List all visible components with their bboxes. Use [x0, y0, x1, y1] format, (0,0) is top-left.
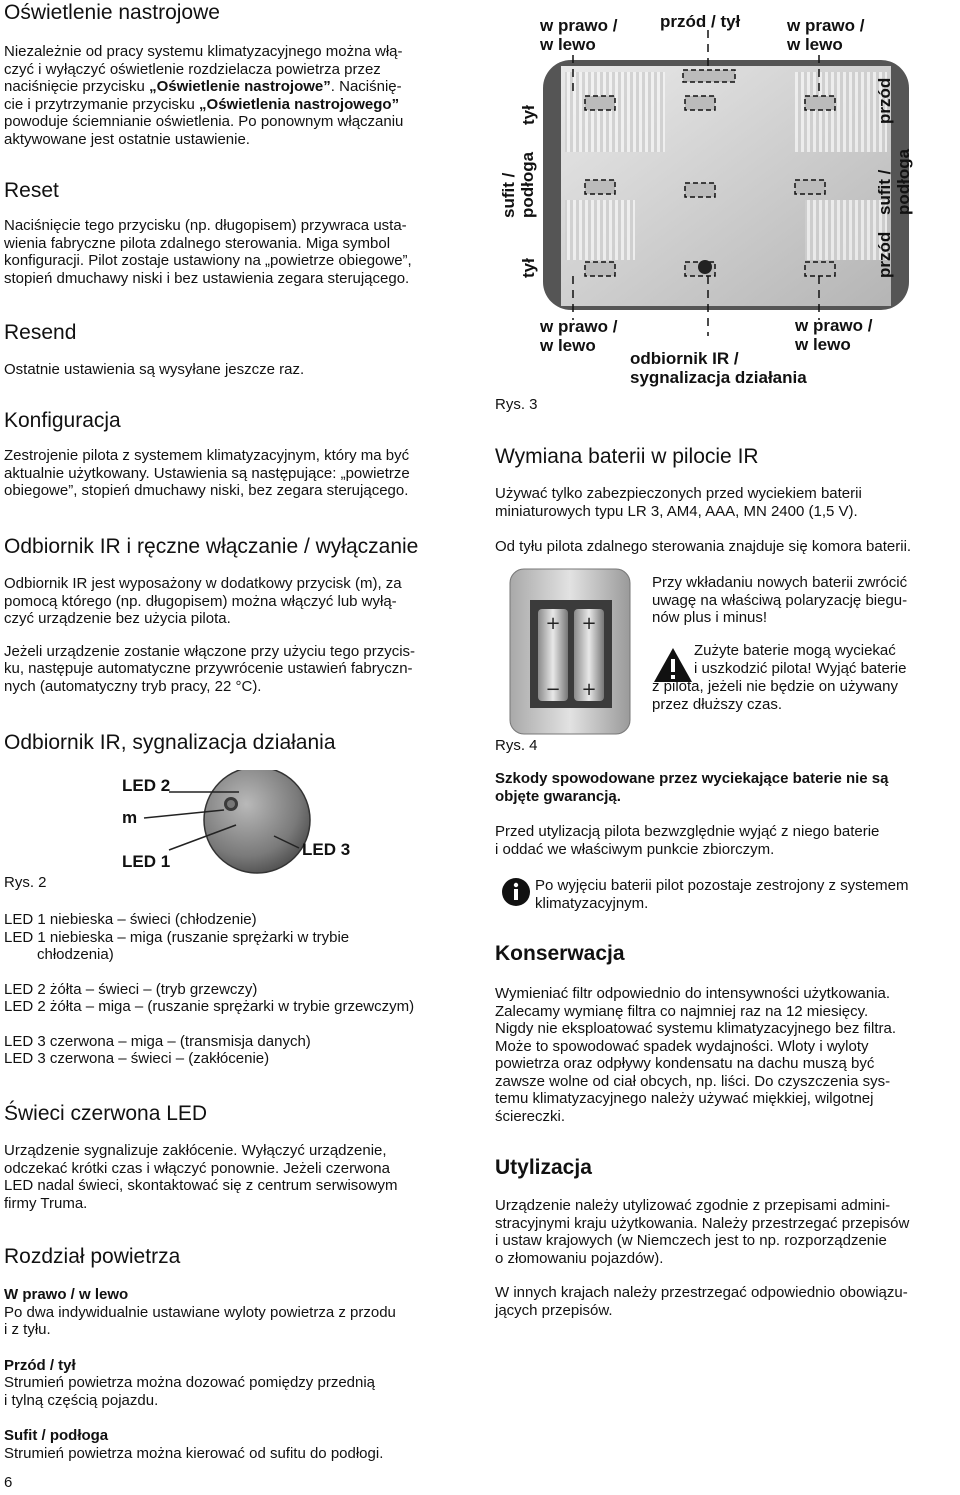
- red-led-text: Urządzenie sygnalizuje zakłócenie. Wyłączyć urządzenie, odczekać krótki czas i włączyć ponownie. Jeżeli czerwona LED nadal świeci, skontaktować się z centrum serwisowym firmy Truma.: [4, 1142, 398, 1212]
- led-list: LED 1 niebieska – świeci (chłodzenie) LED 1 niebieska – miga (ruszanie sprężarki w trybie chłodzenia) LED 2 żółta – świeci – (tryb grzewczy) LED 2 żółta – miga – (ruszanie sprężarki w trybie grzewczym) LED 3 czerwona – miga – (transmisja danych) LED 3 czerwona – świeci – (zakłócenie): [4, 911, 415, 1067]
- fig2-caption: Rys. 2: [4, 874, 47, 891]
- section-title-red-led: Świeci czerwona LED: [4, 1102, 208, 1125]
- fig3-label-top-left: w prawo / w lewo: [540, 16, 618, 54]
- figure-2: [4, 770, 474, 895]
- disposal-battery-text: Przed utylizacją pilota bezwzględnie wyjąć z niego baterie i oddać we właściwym punkcie zbiorczym.: [495, 823, 880, 858]
- fig3-label-receiver: odbiornik IR / sygnalizacja działania: [630, 349, 807, 387]
- svg-text:−: −: [545, 679, 561, 700]
- fig3-label-side-ceiling-right: sufit / podłoga: [875, 148, 913, 215]
- ir-receiver-knob-illustration: [4, 770, 474, 895]
- config-text: Zestrojenie pilota z systemem klimatyzacyjnym, który ma być aktualnie użytkowany. Ustawienia są następujące: „powietrze obiegowe”, stopień dmuchawy niski, bez zegara sterującego.: [4, 447, 410, 499]
- resend-text: Ostatnie ustawienia są wysyłane jeszcze raz.: [4, 361, 305, 378]
- right-column: [495, 0, 955, 1495]
- info-icon: [501, 877, 531, 907]
- battery-compartment-illustration: [495, 565, 645, 740]
- warranty-note: Szkody spowodowane przez wyciekające baterie nie są objęte gwarancją.: [495, 770, 889, 805]
- battery-text: Używać tylko zabezpieczonych przed wyciekiem baterii miniaturowych typu LR 3, AM4, AAA, MN 2400 (1,5 V). Od tyłu pilota zdalnego sterowania znajduje się komora baterii.: [495, 485, 912, 555]
- fig3-label-side-rear-top: tył: [519, 105, 538, 125]
- fig3-caption: Rys. 3: [495, 396, 538, 413]
- info-block: Po wyjęciu baterii pilot pozostaje zestrojony z systemem klimatyzacyjnym.: [495, 875, 960, 915]
- fig3-label-bottom-left: w prawo / w lewo: [540, 317, 618, 355]
- fig2-label-led3: LED 3: [302, 840, 351, 859]
- section-title-battery: Wymiana baterii w pilocie IR: [495, 445, 759, 468]
- section-title-air-distribution: Rozdział powietrza: [4, 1245, 181, 1268]
- section-title-mood-lighting: Oświetlenie nastrojowe: [4, 1, 220, 24]
- ir-receiver-text: Odbiornik IR jest wyposażony w dodatkowy przycisk (m), za pomocą którego (np. długopisem) można włączyć lub wyłą- czyć urządzenie bez użycia pilota. Jeżeli urządzenie zostanie włączone przy użyciu tego przycis- ku, następuje automatyczne przywrócenie ustawień fabryczn- nych (automatyczny tryb pracy, 22 °C).: [4, 575, 416, 695]
- fig3-label-bottom-right: w prawo / w lewo: [795, 316, 873, 354]
- section-title-resend: Resend: [4, 321, 77, 344]
- fig2-label-m: m: [122, 808, 138, 827]
- mood-lighting-text: Niezależnie od pracy systemu klimatyzacyjnego można włą- czyć i wyłączyć oświetlenie rozdzielacza powietrza przez naciśnięcie przycisku „Oświetlenie nastrojowe”. Naciśnię- cie i przytrzymanie przycisku „Oświetlenia nastrojowego” powoduje ściemnianie oświetlenia. Po ponownym włączaniu aktywowane jest ostatnie ustawienie.: [4, 43, 404, 148]
- fig3-label-side-ceiling-left: sufit / podłoga: [499, 151, 537, 218]
- fig3-label-side-front-top: przód: [875, 77, 894, 124]
- svg-text:+: +: [545, 613, 561, 634]
- section-title-disposal: Utylizacja: [495, 1156, 592, 1179]
- section-title-maintenance: Konserwacja: [495, 942, 625, 965]
- svg-text:+: +: [581, 679, 597, 700]
- fig3-label-side-front-bottom: przód: [875, 231, 894, 278]
- air-distribution-text: W prawo / w lewo Po dwa indywidualnie ustawiane wyloty powietrza z przodu i z tyłu. Przód / tył Strumień powietrza można dozować pomiędzy przednią i tylną częścią pojazdu. Sufit / podłoga Strumień powietrza można kierować od sufitu do podłogi.: [4, 1286, 396, 1462]
- fig2-label-led1: LED 1: [122, 852, 171, 871]
- fig2-label-led2: LED 2: [122, 776, 171, 795]
- section-title-ir-receiver: Odbiornik IR i ręczne włączanie / wyłączanie: [4, 535, 419, 558]
- svg-text:+: +: [581, 613, 597, 634]
- polarity-text: Przy wkładaniu nowych baterii zwrócić uwagę na właściwą polaryzację biegu- nów plus i minus!: [652, 574, 908, 626]
- reset-text: Naciśnięcie tego przycisku (np. długopisem) przywraca usta- wienia fabryczne pilota zdalnego sterowania. Miga symbol konfiguracji. Pilot zostaje ustawiony na „powietrze obiegowe”, stopień dmuchawy niski i bez ustawienia zegara sterującego.: [4, 217, 412, 287]
- warning-block: Zużyte baterie mogą wyciekać i uszkodzić pilota! Wyjąć baterie z pilota, jeżeli nie będzie on używany przez dłuższy czas.: [652, 642, 907, 713]
- section-title-reset: Reset: [4, 179, 59, 202]
- figure-4: [495, 565, 645, 760]
- fig3-label-top-right: w prawo / w lewo: [787, 16, 865, 54]
- fig3-label-side-rear-bottom: tył: [519, 258, 538, 278]
- fig3-label-top-mid: przód / tył: [660, 12, 741, 31]
- page-number: 6: [4, 1474, 13, 1491]
- section-title-ir-signal: Odbiornik IR, sygnalizacja działania: [4, 731, 336, 754]
- maintenance-text: Wymieniać filtr odpowiednio do intensywności użytkowania. Zalecamy wymianę filtra co najmniej raz na 12 miesięcy. Nigdy nie eksploatować systemu klimatyzacyjnego bez filtra. Może to spowodować spadek wydajności. Wloty i wyloty powietrza oraz odpływy kondensatu na dachu muszą być zawsze wolne od ciał obcych, np. liści. Do czyszczenia sys- temu klimatyzacyjnego należy używać miękkiej, wilgotnej ściereczki.: [495, 985, 897, 1125]
- fig4-caption: Rys. 4: [495, 737, 538, 754]
- section-title-config: Konfiguracja: [4, 409, 121, 432]
- disposal-text: Urządzenie należy utylizować zgodnie z przepisami admini- stracyjnymi kraju użytkowania. Należy przestrzegać przepisów i ustaw krajowych (w Niemczech jest to np. rozporządzenie o złomowaniu pojazdów). W innych krajach należy przestrzegać odpowiednio obowiązu- jących przepisów.: [495, 1197, 910, 1319]
